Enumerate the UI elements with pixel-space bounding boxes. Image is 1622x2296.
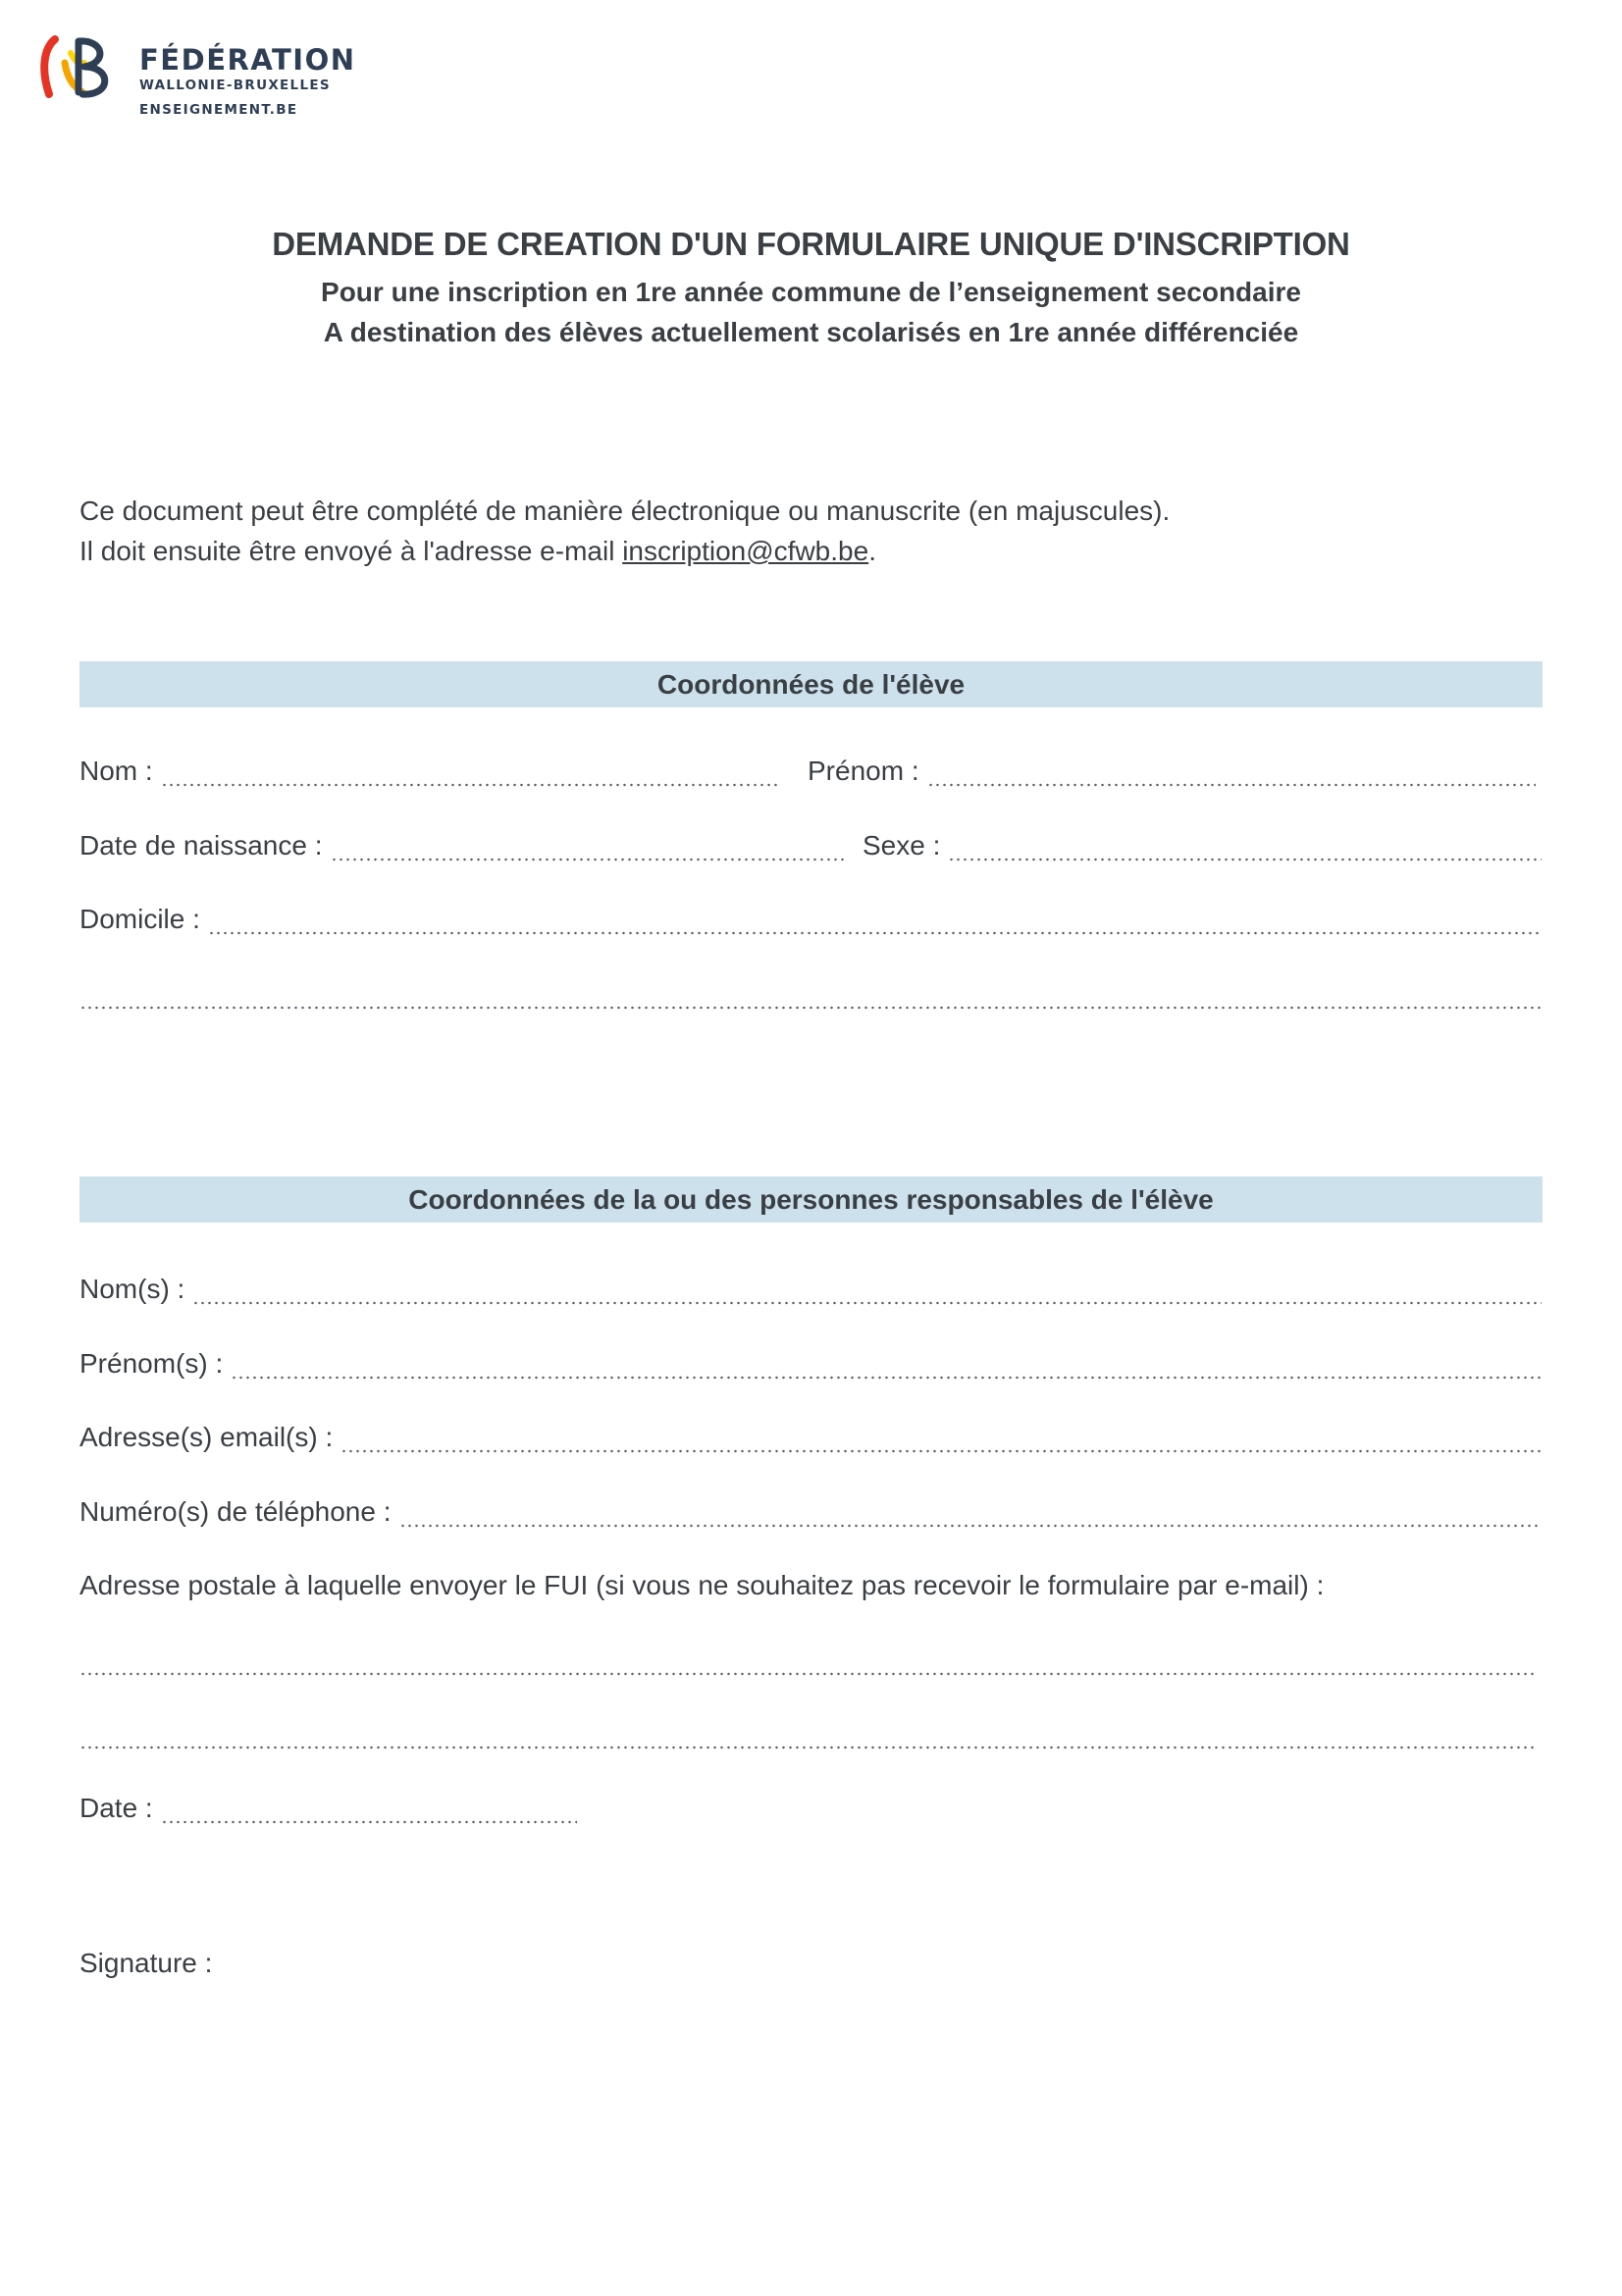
guardians-postal-label: Adresse postale à laquelle envoyer le FUI (si vous ne souhaitez pas recevoir le formulaire par e-mail) : — [79, 1570, 1325, 1600]
date-label: Date : — [79, 1793, 153, 1823]
intro-line-2 — [79, 536, 876, 567]
page-title: DEMANDE DE CREATION D'UN FORMULAIRE UNIQUE D'INSCRIPTION — [272, 226, 1350, 262]
student-nom-field[interactable] — [79, 756, 781, 795]
student-domicile-dotted-line-2[interactable] — [79, 1006, 1542, 1010]
student-birth-field[interactable] — [79, 830, 848, 869]
student-sexe-dotted-line[interactable] — [948, 858, 1542, 861]
intro-line-1: Ce document peut être complété de manière électronique ou manuscrite (en majuscules). — [79, 496, 1171, 526]
page-subtitle-1: Pour une inscription en 1re année commune de l’enseignement secondaire — [321, 277, 1301, 307]
guardians-postal-line-1[interactable] — [79, 1644, 1534, 1684]
guardians-prenoms-dotted-line[interactable] — [231, 1376, 1542, 1380]
guardians-postal-dotted-line-2[interactable] — [79, 1746, 1534, 1749]
intro-line-2-prefix: Il doit ensuite être envoyé à l'adresse e-mail — [79, 536, 623, 566]
guardians-noms-dotted-line[interactable] — [192, 1301, 1542, 1305]
logo-title: FÉDÉRATION — [139, 43, 356, 77]
intro-line-2-suffix: . — [868, 536, 876, 566]
student-section-header: Coordonnées de l'élève — [79, 661, 1543, 707]
logo-subtitle: WALLONIE-BRUXELLES — [139, 78, 331, 93]
email-link[interactable]: inscription@cfwb.be — [622, 536, 869, 566]
federation-logo-icon — [39, 33, 122, 102]
guardians-phones-label: Numéro(s) de téléphone : — [79, 1496, 392, 1527]
guardians-noms-label: Nom(s) : — [79, 1274, 185, 1304]
logo-site: ENSEIGNEMENT.BE — [139, 102, 298, 118]
guardians-emails-dotted-line[interactable] — [340, 1449, 1542, 1453]
guardians-postal-dotted-line-1[interactable] — [79, 1672, 1534, 1676]
student-birth-label: Date de naissance : — [79, 830, 323, 861]
student-prenom-label: Prénom : — [808, 756, 919, 786]
guardians-emails-label: Adresse(s) email(s) : — [79, 1422, 334, 1452]
guardians-emails-field[interactable] — [79, 1422, 1542, 1461]
student-domicile-line-2[interactable] — [79, 978, 1542, 1018]
guardians-postal-line-2[interactable] — [79, 1718, 1534, 1757]
student-nom-dotted-line[interactable] — [161, 783, 781, 787]
student-sexe-label: Sexe : — [863, 830, 941, 861]
student-birth-dotted-line[interactable] — [331, 858, 849, 861]
page-subtitle-2: A destination des élèves actuellement scolarisés en 1re année différenciée — [323, 317, 1299, 347]
guardians-prenoms-field[interactable] — [79, 1348, 1542, 1387]
guardians-phones-dotted-line[interactable] — [399, 1524, 1539, 1528]
student-domicile-label: Domicile : — [79, 904, 200, 934]
guardians-noms-field[interactable] — [79, 1274, 1542, 1313]
student-prenom-field[interactable] — [808, 756, 1536, 795]
student-prenom-dotted-line[interactable] — [927, 783, 1536, 787]
signature-label: Signature : — [79, 1948, 213, 1978]
date-dotted-line[interactable] — [161, 1820, 577, 1824]
student-domicile-field[interactable] — [79, 904, 1542, 943]
student-nom-label: Nom : — [79, 756, 153, 786]
guardians-phones-field[interactable] — [79, 1496, 1539, 1536]
guardians-section-header: Coordonnées de la ou des personnes responsables de l'élève — [79, 1176, 1543, 1223]
logo — [39, 33, 356, 122]
student-sexe-field[interactable] — [863, 830, 1542, 869]
guardians-prenoms-label: Prénom(s) : — [79, 1348, 224, 1379]
guardians-postal-label-line — [79, 1570, 1542, 1609]
student-domicile-dotted-line[interactable] — [208, 931, 1542, 935]
date-field[interactable] — [79, 1793, 577, 1832]
